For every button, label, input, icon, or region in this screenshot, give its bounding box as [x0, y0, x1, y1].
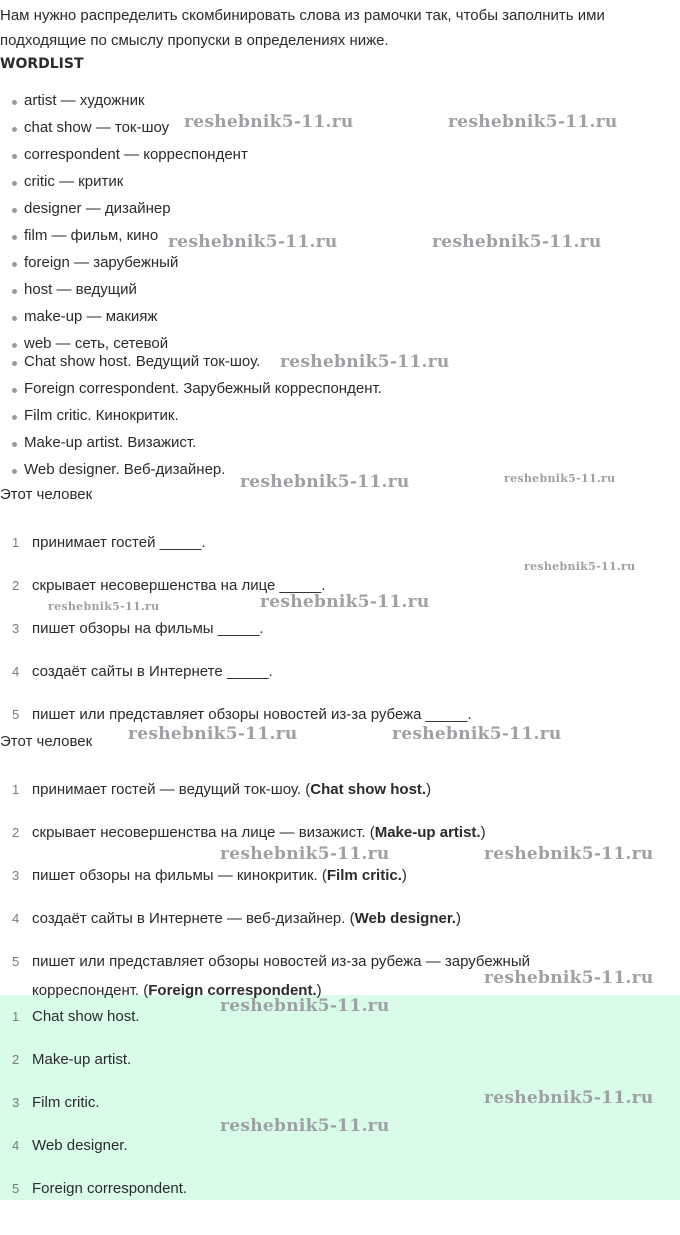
watermark: reshebnik5-11.ru [392, 724, 562, 744]
item-text [32, 904, 640, 933]
person-label-2: Этот человек [0, 733, 93, 750]
final-answer-item [0, 1006, 640, 1031]
answer-sentence: пишет или представляет обзоры новостей из-за рубежа — зарубежный корреспондент. ( [32, 953, 530, 999]
item-text: принимает гостей _____. [32, 534, 206, 551]
wordlist-item: foreign — зарубежный [12, 253, 178, 272]
answer-term: Film critic. [326, 867, 402, 884]
final-answer-item [0, 1049, 640, 1074]
item-number: 5 [12, 707, 20, 722]
item-text: Foreign correspondent. [32, 1180, 188, 1197]
person-label: Этот человек [0, 486, 93, 503]
item-text: пишет обзоры на фильмы _____. [32, 620, 264, 637]
task-item [0, 704, 640, 729]
watermark: reshebnik5-11.ru [184, 112, 354, 132]
item-text: Make-up artist. [32, 1051, 132, 1068]
item-text: создаёт сайты в Интернете _____. [32, 663, 273, 680]
item-number: 1 [12, 782, 20, 797]
watermark: reshebnik5-11.ru [128, 724, 298, 744]
answer-sentence: принимает гостей — ведущий ток-шоу. ( [32, 781, 311, 798]
watermark: reshebnik5-11.ru [220, 996, 390, 1016]
item-text [32, 775, 640, 804]
final-answer-item [0, 1092, 640, 1117]
item-text: Web designer. [32, 1137, 128, 1154]
answer-item [0, 822, 640, 847]
watermark: reshebnik5-11.ru [220, 844, 390, 864]
wordlist-item: web — сеть, сетевой [12, 334, 168, 353]
item-text: Film critic. [32, 1094, 100, 1111]
combo-item: Make-up artist. Визажист. [12, 433, 196, 452]
final-answer-item [0, 1178, 640, 1203]
wordlist-item: critic — критик [12, 172, 123, 191]
answer-close: ) [316, 982, 322, 999]
answer-sentence: пишет обзоры на фильмы — кинокритик. ( [32, 867, 327, 884]
item-number: 1 [12, 535, 20, 550]
item-number: 3 [12, 1095, 20, 1110]
item-number: 1 [12, 1009, 20, 1024]
item-text [32, 947, 640, 1005]
watermark: reshebnik5-11.ru [484, 844, 654, 864]
watermark: reshebnik5-11.ru [432, 232, 602, 252]
task-item [0, 532, 640, 557]
answer-term: Make-up artist. [374, 824, 481, 841]
wordlist-item: artist — художник [12, 91, 145, 110]
combo-item: Chat show host. Ведущий ток-шоу. [12, 352, 260, 371]
answer-close: ) [456, 910, 462, 927]
watermark: reshebnik5-11.ru [484, 968, 654, 988]
wordlist-item: make-up — макияж [12, 307, 157, 326]
intro-text: Нам нужно распределить скомбинировать слова из рамочки так, чтобы заполнить ими подходящие по смыслу пропуски в определениях ниже. [0, 7, 605, 49]
task-item [0, 661, 640, 686]
combo-item: Film critic. Кинокритик. [12, 406, 179, 425]
answer-term: Foreign correspondent. [148, 982, 317, 999]
combo-item: Web designer. Веб-дизайнер. [12, 460, 225, 479]
item-text: Chat show host. [32, 1008, 140, 1025]
wordlist-item: chat show — ток-шоу [12, 118, 169, 137]
wordlist-item: film — фильм, кино [12, 226, 158, 245]
item-number: 3 [12, 621, 20, 636]
answer-item [0, 779, 640, 804]
item-text [32, 818, 640, 847]
watermark: reshebnik5-11.ru [280, 352, 450, 372]
item-text [32, 861, 640, 890]
item-number: 4 [12, 1138, 20, 1153]
item-number: 3 [12, 868, 20, 883]
item-number: 5 [12, 1181, 20, 1196]
item-number: 2 [12, 1052, 20, 1067]
final-answer-item [0, 1135, 640, 1160]
answer-close: ) [480, 824, 486, 841]
watermark: reshebnik5-11.ru [48, 600, 160, 613]
answer-close: ) [401, 867, 407, 884]
answer-item [0, 908, 640, 933]
task-item [0, 618, 640, 643]
watermark: reshebnik5-11.ru [260, 592, 430, 612]
item-text: скрывает несовершенства на лице _____. [32, 577, 326, 594]
answer-term: Chat show host. [310, 781, 427, 798]
answer-item [0, 951, 640, 1005]
watermark: reshebnik5-11.ru [524, 560, 636, 573]
watermark: reshebnik5-11.ru [168, 232, 338, 252]
item-number: 2 [12, 825, 20, 840]
task-item [0, 575, 640, 600]
watermark: reshebnik5-11.ru [220, 1116, 390, 1136]
watermark: reshebnik5-11.ru [448, 112, 618, 132]
wordlist-item: designer — дизайнер [12, 199, 171, 218]
item-text: пишет или представляет обзоры новостей из-за рубежа _____. [32, 706, 472, 723]
wordlist-title: WORDLIST [0, 56, 84, 72]
watermark: reshebnik5-11.ru [484, 1088, 654, 1108]
wordlist-item: correspondent — корреспондент [12, 145, 248, 164]
wordlist-item: host — ведущий [12, 280, 137, 299]
item-number: 4 [12, 911, 20, 926]
watermark: reshebnik5-11.ru [504, 472, 616, 485]
item-number: 5 [12, 954, 20, 969]
item-number: 4 [12, 664, 20, 679]
answer-item [0, 865, 640, 890]
answer-close: ) [426, 781, 432, 798]
answer-term: Web designer. [354, 910, 457, 927]
item-number: 2 [12, 578, 20, 593]
combo-item: Foreign correspondent. Зарубежный корреспондент. [12, 379, 382, 398]
answer-sentence: создаёт сайты в Интернете — веб-дизайнер. ( [32, 910, 355, 927]
answer-sentence: скрывает несовершенства на лице — визажист. ( [32, 824, 375, 841]
watermark: reshebnik5-11.ru [240, 472, 410, 492]
